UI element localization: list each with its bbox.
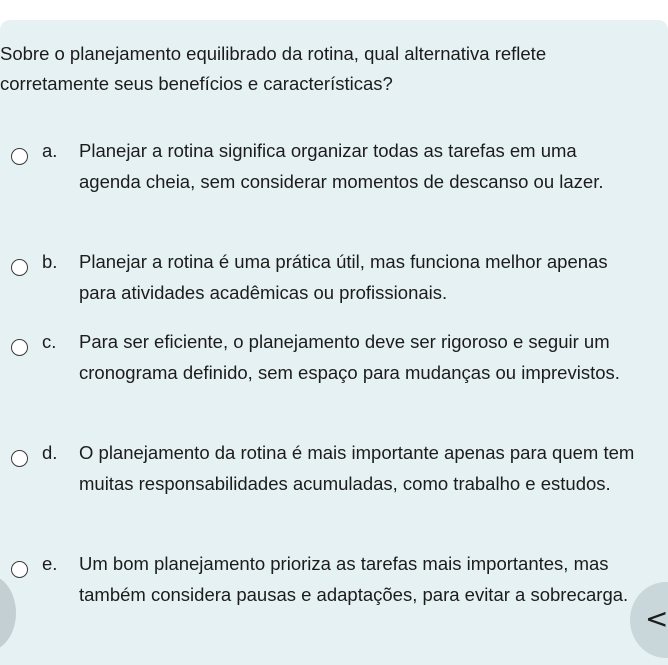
radio-button-c[interactable] xyxy=(11,339,28,356)
option-e[interactable] xyxy=(0,548,668,659)
option-letter: c. xyxy=(42,331,57,352)
option-text: Um bom planejamento prioriza as tarefas mais importantes, mas também considera pausas e adaptações, para evitar a sobrecarga. xyxy=(79,553,629,605)
radio-button-b[interactable] xyxy=(11,259,28,276)
option-letter: a. xyxy=(42,140,58,161)
option-text: Planejar a rotina significa organizar todas as tarefas em uma agenda cheia, sem considerar momentos de descanso ou lazer. xyxy=(79,140,604,192)
option-text: Para ser eficiente, o planejamento deve ser rigoroso e seguir um cronograma definido, sem espaço para mudanças ou imprevistos. xyxy=(79,331,620,383)
answer-options xyxy=(0,135,668,659)
question-text: Sobre o planejamento equilibrado da rotina, qual alternativa reflete corretamente seus benefícios e características? xyxy=(0,43,547,94)
option-text: Planejar a rotina é uma prática útil, mas funciona melhor apenas para atividades acadêmicas ou profissionais. xyxy=(79,251,608,303)
radio-button-e[interactable] xyxy=(11,561,28,578)
option-a[interactable] xyxy=(0,135,668,246)
option-letter: e. xyxy=(42,553,58,574)
option-letter: d. xyxy=(42,442,58,463)
chevron-left-icon: < xyxy=(645,602,668,635)
radio-button-a[interactable] xyxy=(11,148,28,165)
option-d[interactable] xyxy=(0,437,668,548)
radio-button-d[interactable] xyxy=(11,450,28,467)
question-card xyxy=(0,20,668,665)
option-b[interactable] xyxy=(0,246,668,326)
option-letter: b. xyxy=(42,251,58,272)
option-text: O planejamento da rotina é mais importante apenas para quem tem muitas responsabilidades acumuladas, como trabalho e estudos. xyxy=(79,442,635,494)
option-c[interactable] xyxy=(0,326,668,437)
